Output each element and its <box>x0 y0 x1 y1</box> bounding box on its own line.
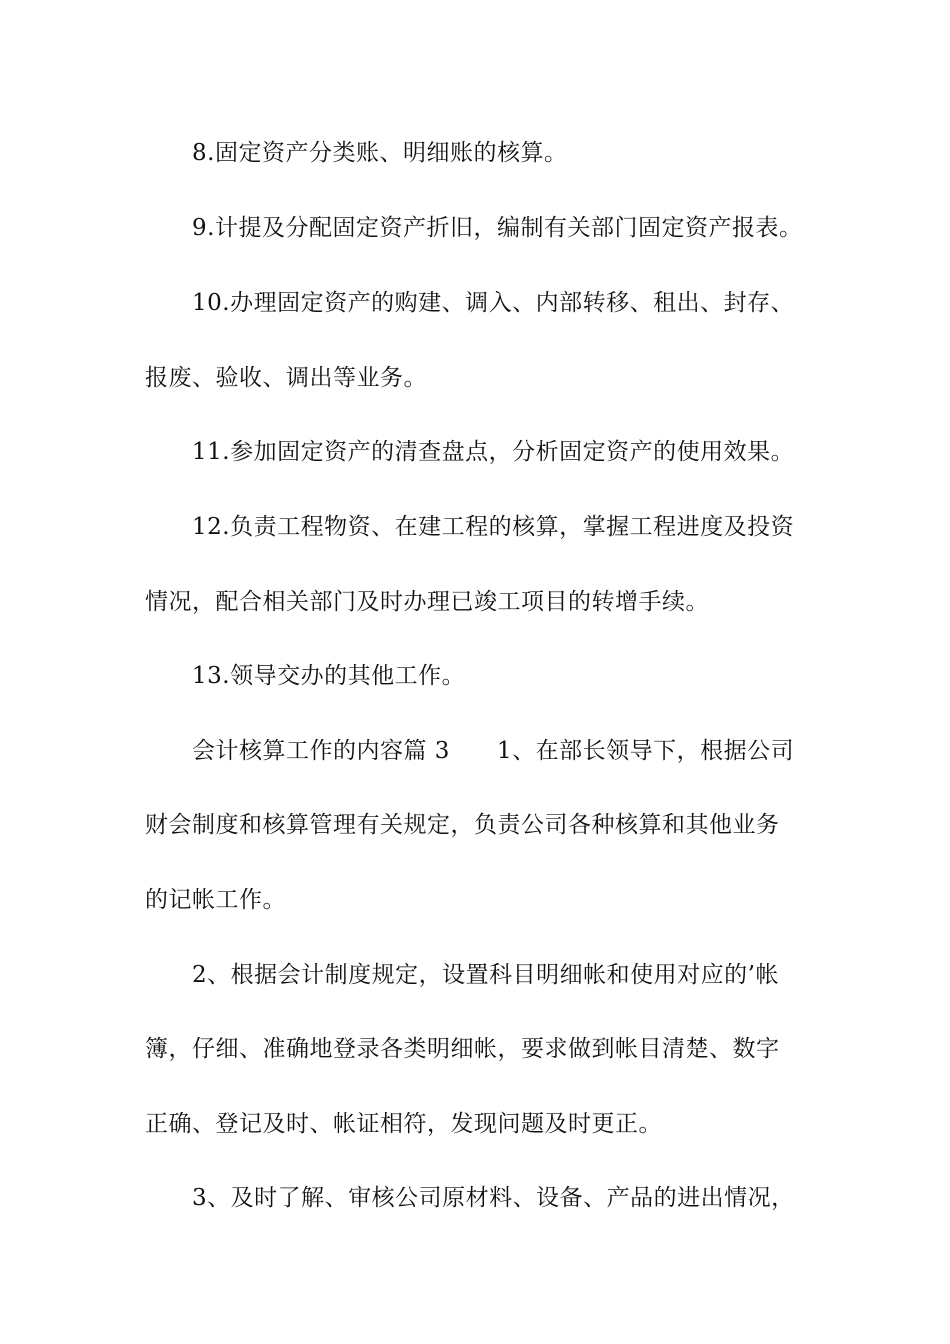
paragraph-line: 11.参加固定资产的清查盘点，分析固定资产的使用效果。 <box>192 439 795 465</box>
paragraph-line: 报废、验收、调出等业务。 <box>145 365 427 391</box>
paragraph-line: 正确、登记及时、帐证相符，发现问题及时更正。 <box>145 1111 662 1137</box>
paragraph-line: 情况，配合相关部门及时办理已竣工项目的转增手续。 <box>145 589 709 615</box>
paragraph-line: 2、根据会计制度规定，设置科目明细帐和使用对应的’帐 <box>192 962 779 988</box>
paragraph-line: 12.负责工程物资、在建工程的核算，掌握工程进度及投资 <box>192 514 795 540</box>
paragraph-line: 10.办理固定资产的购建、调入、内部转移、租出、封存、 <box>192 290 795 316</box>
paragraph-line: 8.固定资产分类账、明细账的核算。 <box>192 140 568 166</box>
paragraph-line: 13.领导交办的其他工作。 <box>192 663 466 689</box>
paragraph-line: 9.计提及分配固定资产折旧，编制有关部门固定资产报表。 <box>192 215 803 241</box>
section-heading-line: 会计核算工作的内容篇 3 1、在部长领导下，根据公司 <box>192 738 795 764</box>
paragraph-line: 3、及时了解、审核公司原材料、设备、产品的进出情况， <box>192 1185 795 1211</box>
paragraph-line: 财会制度和核算管理有关规定，负责公司各种核算和其他业务 <box>145 812 780 838</box>
paragraph-line: 的记帐工作。 <box>145 887 286 913</box>
paragraph-line: 簿，仔细、准确地登录各类明细帐，要求做到帐目清楚、数字 <box>145 1036 780 1062</box>
